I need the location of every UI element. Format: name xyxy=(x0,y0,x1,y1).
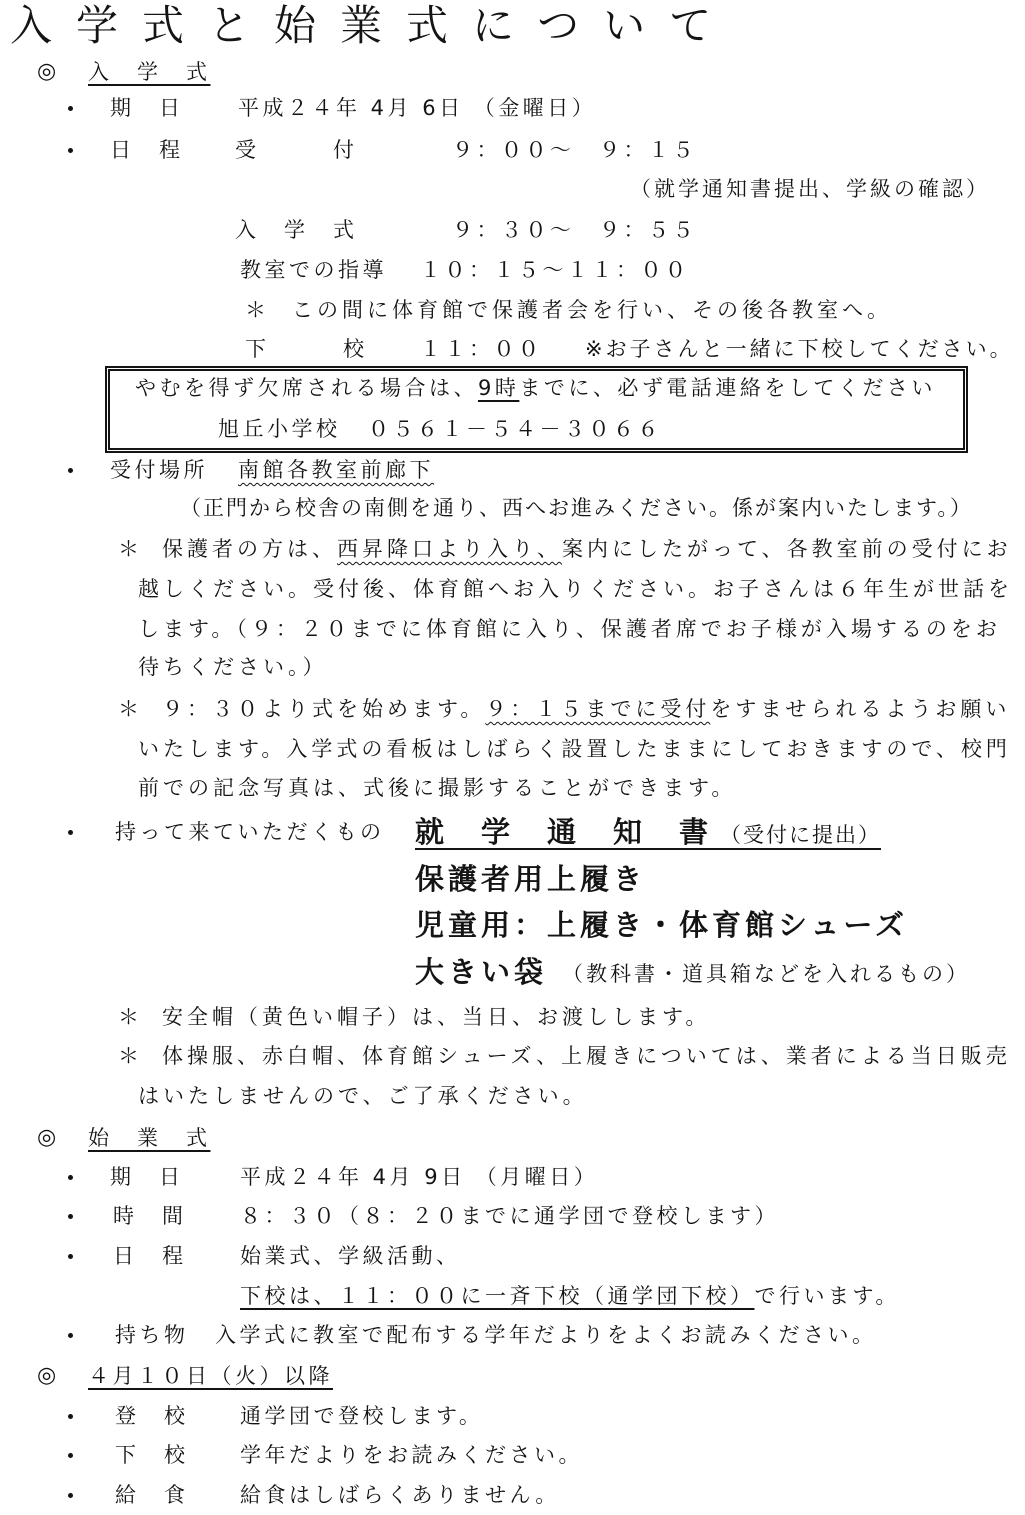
absence-text-before: やむを得ず欠席される場合は、 xyxy=(135,376,478,400)
item-large-bag-note: （教科書・道具箱などを入れるもの） xyxy=(562,962,970,986)
helmet-note: 安全帽（黄色い帽子）は、当日、お渡しします。 xyxy=(162,1005,711,1029)
belongings-value: 入学式に教室で配布する学年だよりをよくお読みください。 xyxy=(215,1323,877,1347)
absence-text-after: までに、必ず電話連絡をしてください xyxy=(519,376,936,400)
school-name: 旭丘小学校 xyxy=(218,417,341,441)
place-note: （正門から校舎の南側を通り、西へお進みください。係が案内いたします。） xyxy=(180,496,973,520)
date-value: 平成２４年 4月 6日 （金曜日） xyxy=(238,96,597,120)
dismissal-label: 下 校 xyxy=(245,337,368,361)
bullet xyxy=(68,1214,73,1219)
schedule-label: 日 程 xyxy=(113,1244,187,1268)
meeting-note: この間に体育館で保護者会を行い、その後各教室へ。 xyxy=(292,298,892,322)
bullet xyxy=(68,830,73,835)
reception-note: （就学通知書提出、学級の確認） xyxy=(630,177,990,201)
section-heading-nyugaku: 入 学 式 xyxy=(88,60,211,84)
start-note-text: をすませられるようお願い xyxy=(710,697,1011,721)
sales-note-line-2: はいたしませんので、ご了承ください。 xyxy=(138,1084,588,1108)
item-enrollment-notice xyxy=(415,817,881,850)
item-child-shoes: 児童用：上履き・体育館シューズ xyxy=(415,908,908,942)
bullet xyxy=(68,148,73,153)
west-entrance-emphasis: 西昇降口より入り、 xyxy=(337,537,562,561)
row-value-lunch: 給食はしばらくありません。 xyxy=(240,1483,560,1507)
row-value-commute: 通学団で登校します。 xyxy=(240,1404,484,1428)
classroom-time: １０：１５～１１：００ xyxy=(420,258,690,282)
bullet xyxy=(68,1493,73,1498)
place-value: 南館各教室前廊下 xyxy=(238,458,434,482)
time-label: 時 間 xyxy=(113,1204,187,1228)
schedule-value: 始業式、学級活動、 xyxy=(240,1244,461,1268)
row-value-dismissal: 学年だよりをお読みください。 xyxy=(240,1443,583,1467)
row-label-commute: 登 校 xyxy=(115,1404,189,1428)
classroom-label: 教室での指導 xyxy=(240,258,387,282)
note-mark: ＊ xyxy=(118,1005,143,1029)
item-large-bag: 大きい袋 xyxy=(415,955,548,989)
bullet xyxy=(68,1254,73,1259)
items-label: 持って来ていただくもの xyxy=(115,820,385,844)
date-label: 期 日 xyxy=(110,1165,184,1189)
note-mark: ＊ xyxy=(118,537,143,561)
reception-time: ９：００～ ９：１５ xyxy=(452,138,697,162)
guardian-note-line-3: します。（９：２０までに体育館に入り、保護者席でお子様が入場するのをお xyxy=(138,617,1001,641)
reception-label: 受 付 xyxy=(235,138,358,162)
bullet xyxy=(68,1453,73,1458)
ceremony-label: 入 学 式 xyxy=(235,218,358,242)
sales-note-line-1: 体操服、赤白帽、体育館シューズ、上履きについては、業者による当日販売 xyxy=(162,1044,1011,1068)
time-value: ８：３０（８：２０までに通学団で登校します） xyxy=(240,1204,779,1228)
note-mark: ＊ xyxy=(245,298,270,322)
belongings-label: 持ち物 xyxy=(115,1323,189,1347)
date-value: 平成２４年 4月 9日 （月曜日） xyxy=(240,1165,599,1189)
bullet xyxy=(68,1333,73,1338)
note-mark: ＊ xyxy=(118,697,143,721)
guardian-note-line-4: 待ちください。） xyxy=(138,655,328,679)
guardian-note-text: 保護者の方は、 xyxy=(162,537,337,561)
dismissal-note: ※お子さんと一緒に下校してください。 xyxy=(585,337,1014,361)
item-text: 就 学 通 知 書 xyxy=(415,815,713,849)
guardian-note-line-1 xyxy=(162,538,1012,560)
place-label: 受付場所 xyxy=(110,458,208,482)
row-label-dismissal: 下 校 xyxy=(115,1443,189,1467)
start-note-line-3: 前での記念写真は、式後に撮影することができます。 xyxy=(138,776,737,800)
item-note: （受付に提出） xyxy=(720,823,882,847)
start-note-line-2: いたします。入学式の看板はしばらく設置したままにしておきますので、校門 xyxy=(138,737,1011,761)
section-mark-nyugaku: ◎ xyxy=(37,59,57,84)
bullet xyxy=(68,106,73,111)
note-mark: ＊ xyxy=(118,1044,143,1068)
section-mark-shigyo: ◎ xyxy=(37,1125,57,1150)
row-label-lunch: 給 食 xyxy=(115,1483,189,1507)
start-note-line-1 xyxy=(162,698,1010,720)
dismissal-emphasis: 下校は、１１：００に一斉下校（通学団下校） xyxy=(240,1284,755,1308)
item-guardian-shoes: 保護者用上履き xyxy=(415,862,647,896)
dismissal-rest: で行います。 xyxy=(754,1284,900,1308)
bullet xyxy=(68,1175,73,1180)
section-heading-after: ４月１０日（火）以降 xyxy=(88,1364,333,1388)
guardian-note-line-2: 越しください。受付後、体育館へお入りください。お子さんは６年生が世話を xyxy=(138,577,1013,601)
section-heading-shigyo: 始 業 式 xyxy=(88,1126,211,1150)
bullet xyxy=(68,1414,73,1419)
dismissal-time: １１：００ xyxy=(420,337,543,361)
absence-notice-line xyxy=(135,377,936,399)
date-label: 期 日 xyxy=(110,96,184,120)
schedule-label: 日 程 xyxy=(110,138,184,162)
bullet xyxy=(68,468,73,473)
ceremony-time: ９：３０～ ９：５５ xyxy=(452,218,697,242)
guardian-note-text: 案内にしたがって、各教室前の受付にお xyxy=(562,537,1012,561)
section-mark-after: ◎ xyxy=(37,1363,57,1388)
document-title: 入学式と始業式について xyxy=(10,1,736,50)
dismissal-line xyxy=(240,1285,900,1307)
absence-deadline: 9時 xyxy=(478,376,520,400)
school-phone: ０５６１－５４－３０６６ xyxy=(368,417,662,441)
start-note-text: ９：３０より式を始めます。 xyxy=(162,697,486,721)
reception-deadline-emphasis: ９：１５までに受付 xyxy=(485,697,711,721)
